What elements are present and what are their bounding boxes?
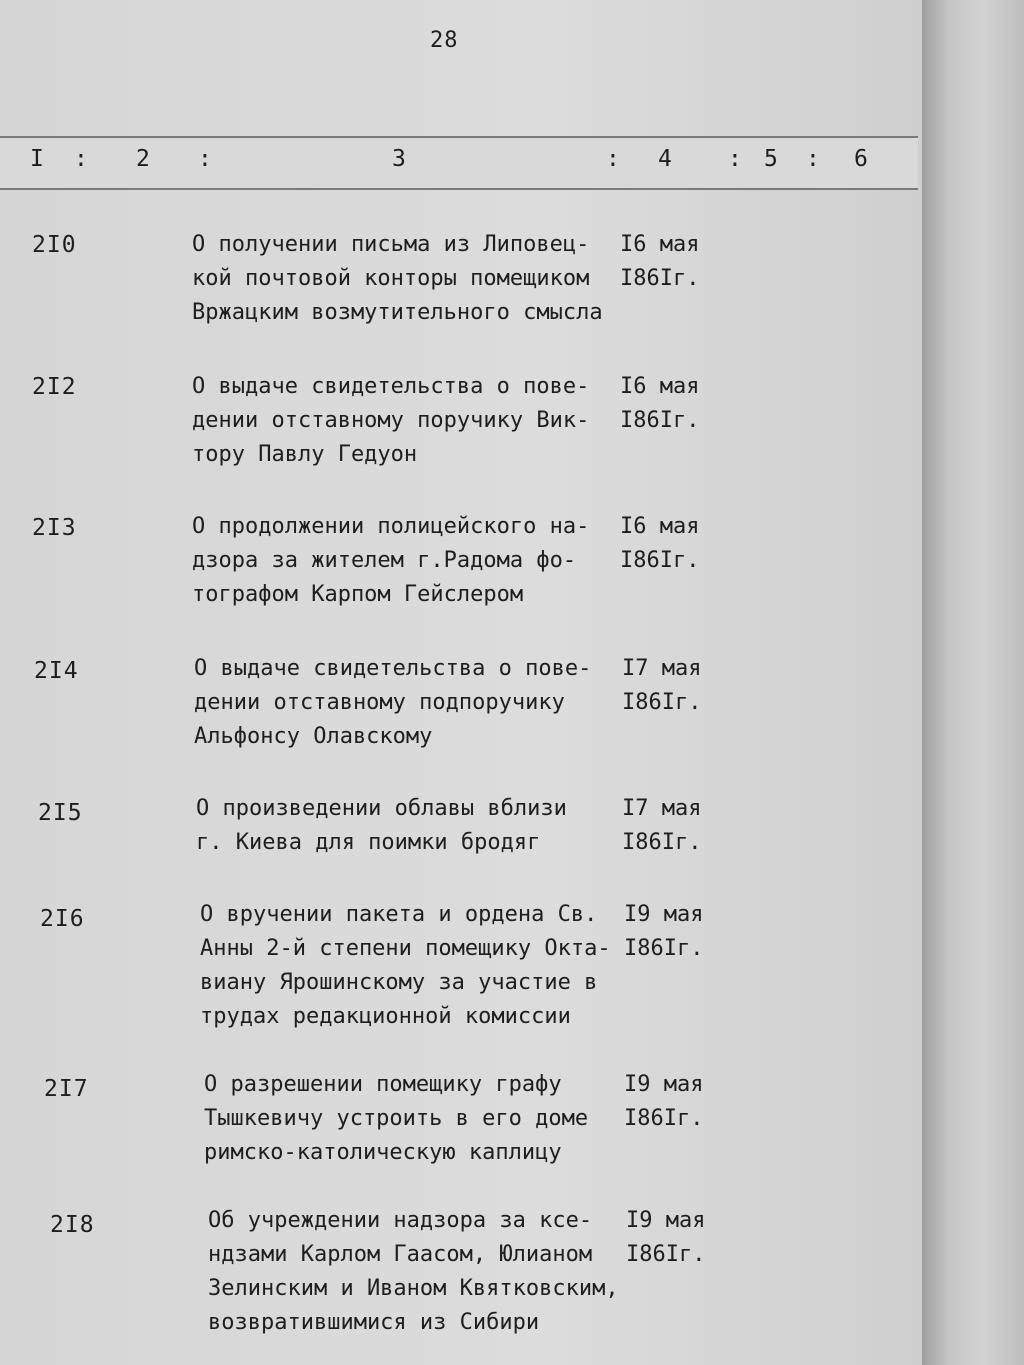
description-line: Анны 2-й степени помещику Окта-	[200, 936, 611, 961]
entry-date	[626, 1204, 705, 1272]
description-line: Альфонсу Олавскому	[194, 724, 433, 749]
date-year: I86Iг.	[622, 690, 702, 715]
date-year: I86Iг.	[620, 548, 700, 573]
date-day: I7 мая	[622, 796, 702, 821]
date-year: I86Iг.	[622, 830, 702, 855]
entry-description	[192, 370, 589, 472]
entry-date	[622, 652, 701, 720]
column-header-1: I	[30, 146, 44, 172]
description-line: возвратившимися из Сибири	[208, 1310, 540, 1335]
date-year: I86Iг.	[624, 1106, 704, 1131]
description-line: О продолжении полицейского на-	[192, 514, 590, 539]
column-separator: :	[728, 146, 742, 172]
column-header-5: 5	[764, 146, 778, 172]
entry-date	[624, 898, 703, 966]
entry-description	[194, 652, 591, 754]
entry-number: 2I4	[34, 658, 79, 684]
date-year: I86Iг.	[626, 1242, 706, 1267]
description-line: дении отставному поручику Вик-	[192, 408, 590, 433]
page-edge	[922, 0, 1024, 1365]
description-line: О разрешении помещику графу	[204, 1072, 562, 1097]
page-number: 28	[430, 28, 459, 53]
description-line: ндзами Карлом Гаасом, Юлианом	[208, 1242, 593, 1267]
entry-number: 2I5	[38, 800, 83, 826]
date-day: I9 мая	[624, 902, 704, 927]
entry-number: 2I8	[50, 1212, 95, 1238]
entry-date	[620, 228, 699, 296]
description-line: кой почтовой конторы помещиком	[192, 266, 590, 291]
column-header-4: 4	[658, 146, 672, 172]
entry-description	[196, 792, 567, 860]
date-day: I7 мая	[622, 656, 702, 681]
entry-date	[624, 1068, 703, 1136]
description-line: О выдаче свидетельства о пове-	[192, 374, 590, 399]
description-line: римско-католическую каплицу	[204, 1140, 562, 1165]
date-day: I9 мая	[626, 1208, 706, 1233]
entry-number: 2I7	[44, 1076, 89, 1102]
entry-description	[204, 1068, 588, 1170]
description-line: О выдаче свидетельства о пове-	[194, 656, 592, 681]
entry-description	[200, 898, 611, 1034]
date-year: I86Iг.	[620, 408, 700, 433]
entry-date	[622, 792, 701, 860]
description-line: Вржацким возмутительного смысла	[192, 300, 603, 325]
column-header-3: 3	[392, 146, 406, 172]
entry-date	[620, 510, 699, 578]
description-line: г. Киева для поимки бродяг	[196, 830, 541, 855]
description-line: тору Павлу Гедуон	[192, 442, 418, 467]
description-line: О получении письма из Липовец-	[192, 232, 590, 257]
entry-number: 2I3	[32, 515, 77, 541]
date-year: I86Iг.	[624, 936, 704, 961]
date-day: I9 мая	[624, 1072, 704, 1097]
entry-description	[192, 510, 589, 612]
description-line: трудах редакционной комиссии	[200, 1004, 571, 1029]
date-day: I6 мая	[620, 232, 700, 257]
column-separator: :	[198, 146, 212, 172]
entry-date	[620, 370, 699, 438]
entry-number: 2I0	[32, 232, 77, 258]
entry-number: 2I6	[40, 906, 85, 932]
description-line: Об учреждении надзора за ксе-	[208, 1208, 593, 1233]
description-line: дении отставному подпоручику	[194, 690, 565, 715]
description-line: тографом Карпом Гейслером	[192, 582, 524, 607]
column-header-6: 6	[854, 146, 868, 172]
column-separator: :	[806, 146, 820, 172]
entry-description	[208, 1204, 619, 1340]
entry-number: 2I2	[32, 374, 77, 400]
description-line: дзора за жителем г.Радома фо-	[192, 548, 577, 573]
column-separator: :	[74, 146, 88, 172]
date-day: I6 мая	[620, 374, 700, 399]
entry-description	[192, 228, 603, 330]
description-line: О вручении пакета и ордена Св.	[200, 902, 598, 927]
description-line: Зелинским и Иваном Квятковским,	[208, 1276, 619, 1301]
column-separator: :	[606, 146, 620, 172]
description-line: виану Ярошинскому за участие в	[200, 970, 598, 995]
date-year: I86Iг.	[620, 266, 700, 291]
column-header-2: 2	[136, 146, 150, 172]
description-line: Тышкевичу устроить в его доме	[204, 1106, 589, 1131]
date-day: I6 мая	[620, 514, 700, 539]
description-line: О произведении облавы вблизи	[196, 796, 567, 821]
